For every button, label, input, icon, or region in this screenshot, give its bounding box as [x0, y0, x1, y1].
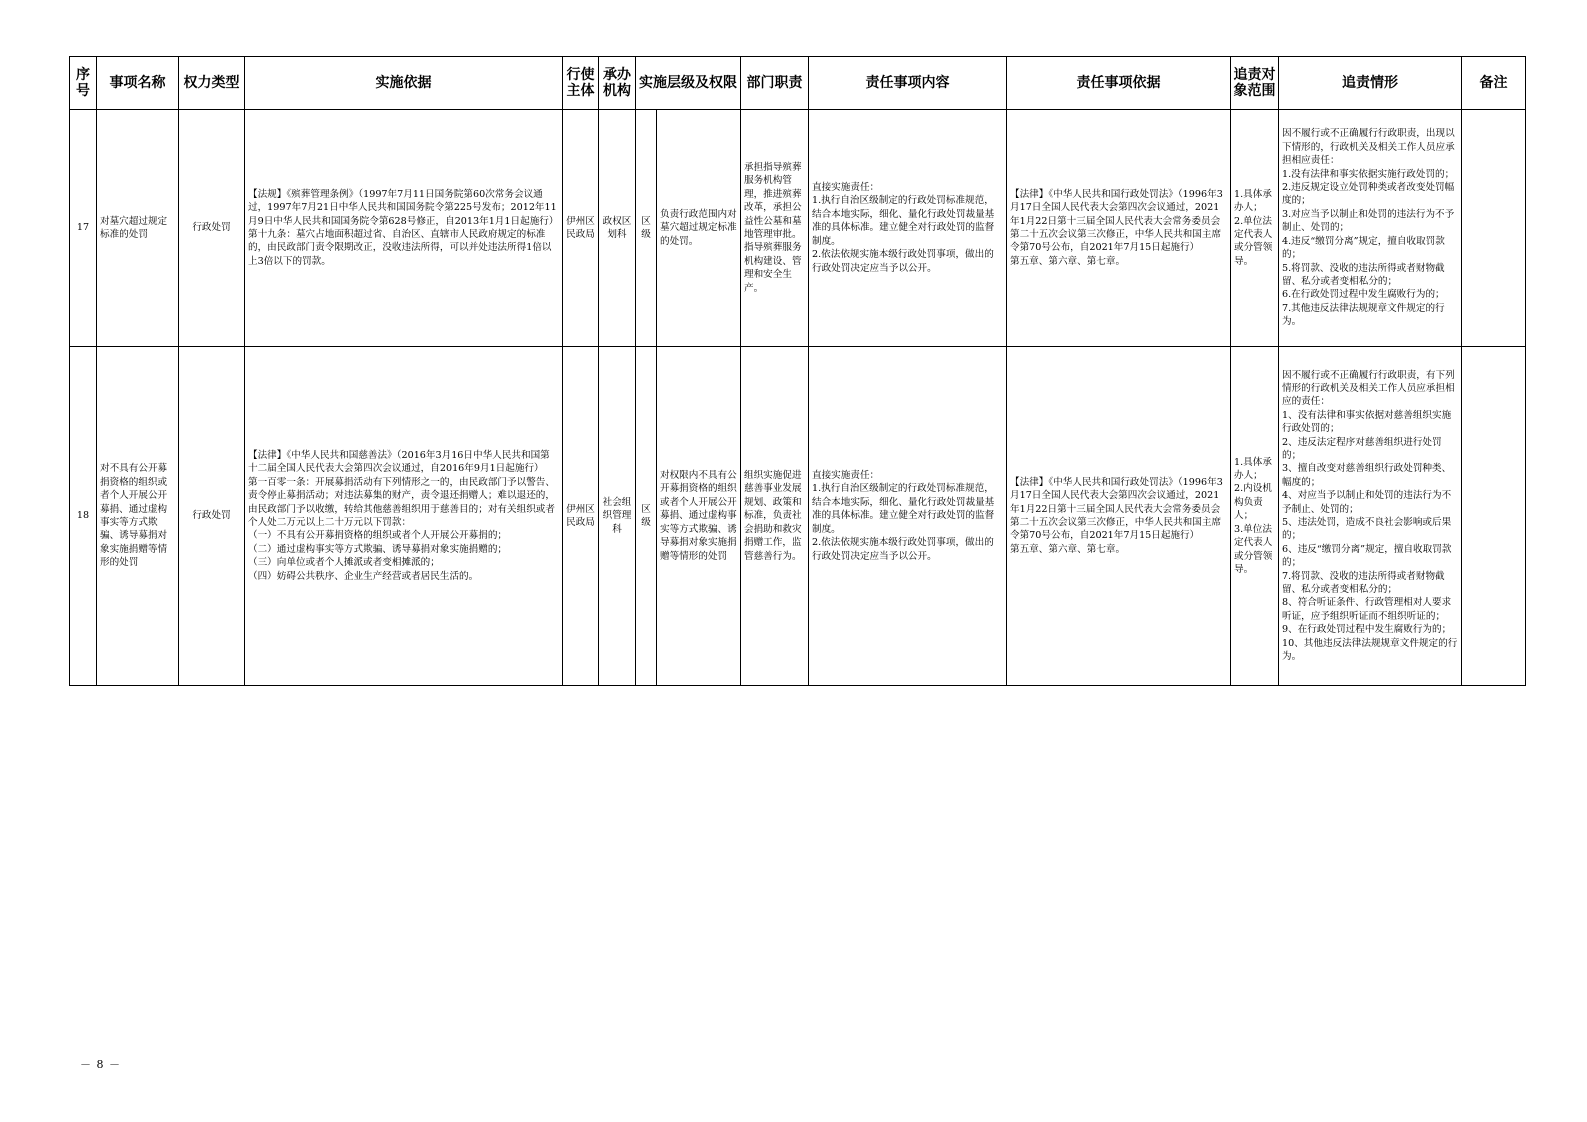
resp-basis-para: 第五章、第六章、第七章。 — [1010, 543, 1126, 555]
row-resp — [809, 347, 1007, 686]
scope-item: 3.单位法定代表人或分管领导。 — [1234, 523, 1273, 575]
situation-item: 2.违反规定设立处罚种类或者改变处罚幅度的； — [1282, 182, 1455, 207]
table-row — [70, 110, 1526, 347]
header-name: 事项名称 — [97, 57, 179, 110]
row-dept: 组织实施促进慈善事业发展规划、政策和标准，负责社会捐助和救灾捐赠工作，监管慈善行为。 — [741, 347, 809, 686]
basis-para: （三）向单位或者个人摊派或者变相摊派的； — [248, 557, 440, 569]
row-basis — [245, 110, 563, 347]
situation-item: 4、对应当予以制止和处罚的违法行为不予制止、处罚的； — [1282, 490, 1452, 515]
situation-item: 3.对应当予以制止和处罚的违法行为不予制止、处罚的； — [1282, 208, 1455, 234]
situation-item: 1、没有法律和事实依据对慈善组织实施行政处罚的； — [1282, 409, 1452, 435]
row-situation — [1279, 347, 1462, 686]
row-seq: 18 — [70, 347, 97, 686]
basis-para: 【法律】《中华人民共和国慈善法》（2016年3月16日中华人民共和国第十二届全国人民代表大会第四次会议通过，自2016年9月1日起施行） — [248, 449, 550, 475]
resp-basis-para: 第五章、第六章、第七章。 — [1010, 255, 1126, 267]
row-resp — [809, 110, 1007, 347]
row-name: 对墓穴超过规定标准的处罚 — [97, 110, 179, 347]
row-resp-basis — [1007, 110, 1231, 347]
situation-item: 5.将罚款、没收的违法所得或者财物截留、私分或者变相私分的； — [1282, 262, 1445, 287]
resp-para: 1.执行自治区级制定的行政处罚标准规范，结合本地实际，细化、量化行政处罚裁量基准的具体标准。建立健全对行政处罚的监督制度。 — [812, 483, 995, 535]
situation-item: 2、违反法定程序对慈善组织进行处罚的； — [1282, 436, 1442, 461]
basis-para: （二）通过虚构事实等方式欺骗、诱导募捐对象实施捐赠的； — [248, 543, 508, 555]
scope-item: 1.具体承办人； — [1234, 456, 1272, 482]
scope-item: 2.内设机构负责人； — [1234, 483, 1272, 522]
basis-para: 【法规】《殡葬管理条例》（1997年7月11日国务院第60次常务会议通过，1997年7月21日中华人民共和国国务院令第225号发布；2012年11月9日中华人民共和国国务院令第628号修正，自2013年1月1日起施行） — [248, 188, 559, 227]
row-org: 社会组织管理科 — [599, 347, 636, 686]
row-resp-basis — [1007, 347, 1231, 686]
page-number: － 8 － — [80, 1058, 121, 1071]
scope-item: 2.单位法定代表人或分管领导。 — [1234, 215, 1273, 267]
resp-basis-para: 【法律】《中华人民共和国行政处罚法》（1996年3月17日全国人民代表大会第四次会议通过，2021年1月22日第十三届全国人民代表大会常务委员会第二十五次会议第三次修正，中华人民共和国主席令第70号公布，自2021年7月15日起施行） — [1010, 476, 1223, 542]
row-level-desc: 对权限内不具有公开募捐资格的组织或者个人开展公开募捐、通过虚构事实等方式欺骗、诱导募捐对象实施捐赠等情形的处罚 — [657, 347, 741, 686]
resp-basis-para: 【法律】《中华人民共和国行政处罚法》（1996年3月17日全国人民代表大会第四次会议通过，2021年1月22日第十三届全国人民代表大会常务委员会第二十五次会议第三次修正，中华人民共和国主席令第70号公布，自2021年7月15日起施行） — [1010, 188, 1223, 254]
row-remark — [1462, 347, 1526, 686]
header-resp: 责任事项内容 — [809, 57, 1007, 110]
situation-item: 4.违反“缴罚分离”规定，擅自收取罚款的； — [1282, 235, 1445, 261]
row-dept: 承担指导殡葬服务机构管理，推进殡葬改革，承担公益性公墓和墓地管理审批。指导殡葬服务机构建设、管理和安全生产。 — [741, 110, 809, 347]
resp-para: 1.执行自治区级制定的行政处罚标准规范，结合本地实际，细化、量化行政处罚裁量基准的具体标准。建立健全对行政处罚的监督制度。 — [812, 195, 995, 247]
table-row — [70, 347, 1526, 686]
row-type: 行政处罚 — [179, 347, 245, 686]
basis-para: 第一百零一条：开展募捐活动有下列情形之一的，由民政部门予以警告、责令停止募捐活动；对违法募集的财产，责令退还捐赠人；难以退还的，由民政部门予以收缴，转给其他慈善组织用于慈善目的；对有关组织或者个人处二万元以上二十万元以下罚款： — [248, 476, 555, 528]
header-seq: 序号 — [70, 57, 97, 110]
row-name: 对不具有公开募捐资格的组织或者个人开展公开募捐、通过虚构事实等方式欺骗、诱导募捐对象实施捐赠等情形的处罚 — [97, 347, 179, 686]
row-subject: 伊州区民政局 — [563, 347, 599, 686]
situation-item: 6.在行政处罚过程中发生腐败行为的； — [1282, 289, 1445, 301]
row-level: 区级 — [636, 347, 657, 686]
header-scope: 追责对象范围 — [1231, 57, 1279, 110]
situation-item: 10、其他违反法律法规规章文件规定的行为。 — [1282, 637, 1458, 663]
header-type: 权力类型 — [179, 57, 245, 110]
situation-item: 因不履行或不正确履行行政职责，有下列情形的行政机关及相关工作人员应承担相应的责任： — [1282, 369, 1455, 408]
row-seq: 17 — [70, 110, 97, 347]
basis-para: （四）妨碍公共秩序、企业生产经营或者居民生活的。 — [248, 570, 479, 582]
row-org: 政权区划科 — [599, 110, 636, 347]
scope-item: 1.具体承办人； — [1234, 188, 1272, 214]
row-remark — [1462, 110, 1526, 347]
situation-item: 8、符合听证条件、行政管理相对人要求听证，应予组织听证而不组织听证的； — [1282, 597, 1452, 622]
header-remark: 备注 — [1462, 57, 1526, 110]
row-situation — [1279, 110, 1462, 347]
basis-para: （一）不具有公开募捐资格的组织或者个人开展公开募捐的； — [248, 530, 508, 542]
header-level: 实施层级及权限 — [636, 57, 741, 110]
header-dept: 部门职责 — [741, 57, 809, 110]
resp-para: 直接实施责任： — [812, 182, 880, 194]
row-level-desc: 负责行政范围内对墓穴超过规定标准的处罚。 — [657, 110, 741, 347]
resp-para: 直接实施责任： — [812, 470, 880, 482]
row-level: 区级 — [636, 110, 657, 347]
situation-item: 6、违反“缴罚分离”规定，擅自收取罚款的； — [1282, 543, 1452, 569]
header-resp-basis: 责任事项依据 — [1007, 57, 1231, 110]
resp-para: 2.依法依规实施本级行政处罚事项，做出的行政处罚决定应当予以公开。 — [812, 249, 994, 274]
row-subject: 伊州区民政局 — [563, 110, 599, 347]
situation-item: 因不履行或不正确履行行政职责，出现以下情形的，行政机关及相关工作人员应承担相应责任： — [1282, 128, 1455, 167]
row-scope — [1231, 347, 1279, 686]
header-situation: 追责情形 — [1279, 57, 1462, 110]
header-row — [70, 57, 1526, 110]
situation-item: 5、违法处罚，造成不良社会影响或后果的； — [1282, 517, 1452, 542]
basis-para: 第十九条：墓穴占地面积超过省、自治区、直辖市人民政府规定的标准的，由民政部门责令限期改正，没收违法所得，可以并处违法所得1倍以上3倍以下的罚款。 — [248, 229, 552, 267]
situation-item: 7.其他违反法律法规规章文件规定的行为。 — [1282, 302, 1445, 328]
situation-item: 3、擅自改变对慈善组织行政处罚种类、幅度的； — [1282, 463, 1452, 488]
power-list-table — [69, 56, 1526, 686]
row-basis — [245, 347, 563, 686]
situation-item: 1.没有法律和事实依据实施行政处罚的； — [1282, 168, 1455, 180]
resp-para: 2.依法依规实施本级行政处罚事项，做出的行政处罚决定应当予以公开。 — [812, 537, 994, 562]
row-type: 行政处罚 — [179, 110, 245, 347]
situation-item: 7.将罚款、没收的违法所得或者财物截留、私分或者变相私分的； — [1282, 570, 1445, 596]
header-org: 承办机构 — [599, 57, 636, 110]
situation-item: 9、在行政处罚过程中发生腐败行为的； — [1282, 624, 1452, 636]
row-scope — [1231, 110, 1279, 347]
header-subject: 行使主体 — [563, 57, 599, 110]
header-basis: 实施依据 — [245, 57, 563, 110]
